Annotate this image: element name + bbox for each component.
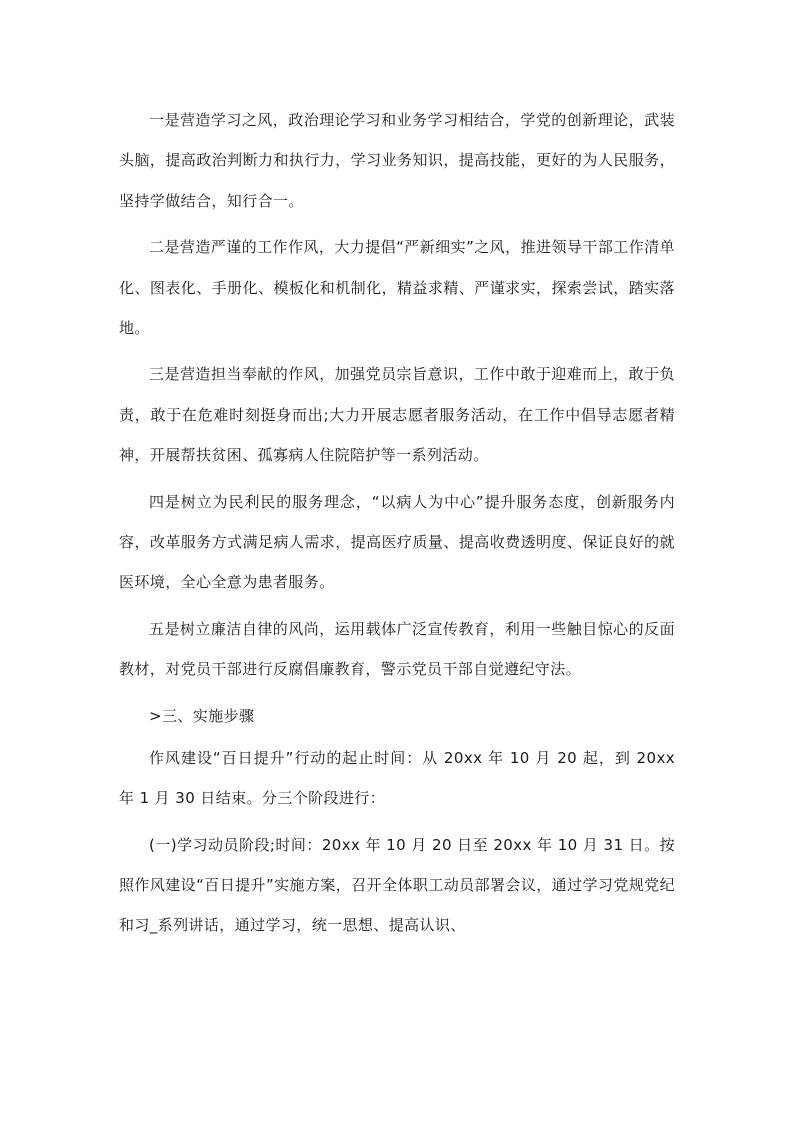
paragraph-learning-style: 一是营造学习之风，政治理论学习和业务学习相结合，学党的创新理论，武装头脑，提高政治判断力和执行力，学习业务知识，提高技能，更好的为人民服务，坚持学做结合，知行合一。 [119, 111, 675, 210]
paragraph-mobilization-phase: (一)学习动员阶段;时间：20xx 年 10 月 20 日至 20xx 年 10 月 31 日。按照作风建设“百日提升”实施方案，召开全体职工动员部署会议，通过学习党规党纪和习_系列讲话，通过学习，统一思想、提高认识、 [119, 835, 675, 935]
section-heading-implementation-steps: >三、实施步骤 [149, 706, 255, 725]
paragraph-timeframe: 作风建设“百日提升”行动的起止时间：从 20xx 年 10 月 20 起，到 20xx 年 1 月 30 日结束。分三个阶段进行： [119, 748, 675, 808]
paragraph-service-concept: 四是树立为民利民的服务理念，“以病人为中心”提升服务态度，创新服务内容，改革服务方式满足病人需求，提高医疗质量、提高收费透明度、保证良好的就医环境，全心全意为患者服务。 [119, 492, 675, 592]
paragraph-integrity-style: 五是树立廉洁自律的风尚，运用载体广泛宣传教育，利用一些触目惊心的反面教材，对党员干部进行反腐倡廉教育，警示党员干部自觉遵纪守法。 [119, 619, 675, 679]
paragraph-rigorous-style: 二是营造严谨的工作作风，大力提倡“严新细实”之风，推进领导干部工作清单化、图表化、手册化、模板化和机制化，精益求精、严谨求实，探索尝试，踏实落地。 [119, 238, 675, 338]
document-body [119, 100, 675, 952]
paragraph-dedication-style: 三是营造担当奉献的作风，加强党员宗旨意识，工作中敢于迎难而上，敢于负责，敢于在危难时刻挺身而出;大力开展志愿者服务活动，在工作中倡导志愿者精神，开展帮扶贫困、孤寡病人住院陪护等一系列活动。 [119, 365, 675, 465]
